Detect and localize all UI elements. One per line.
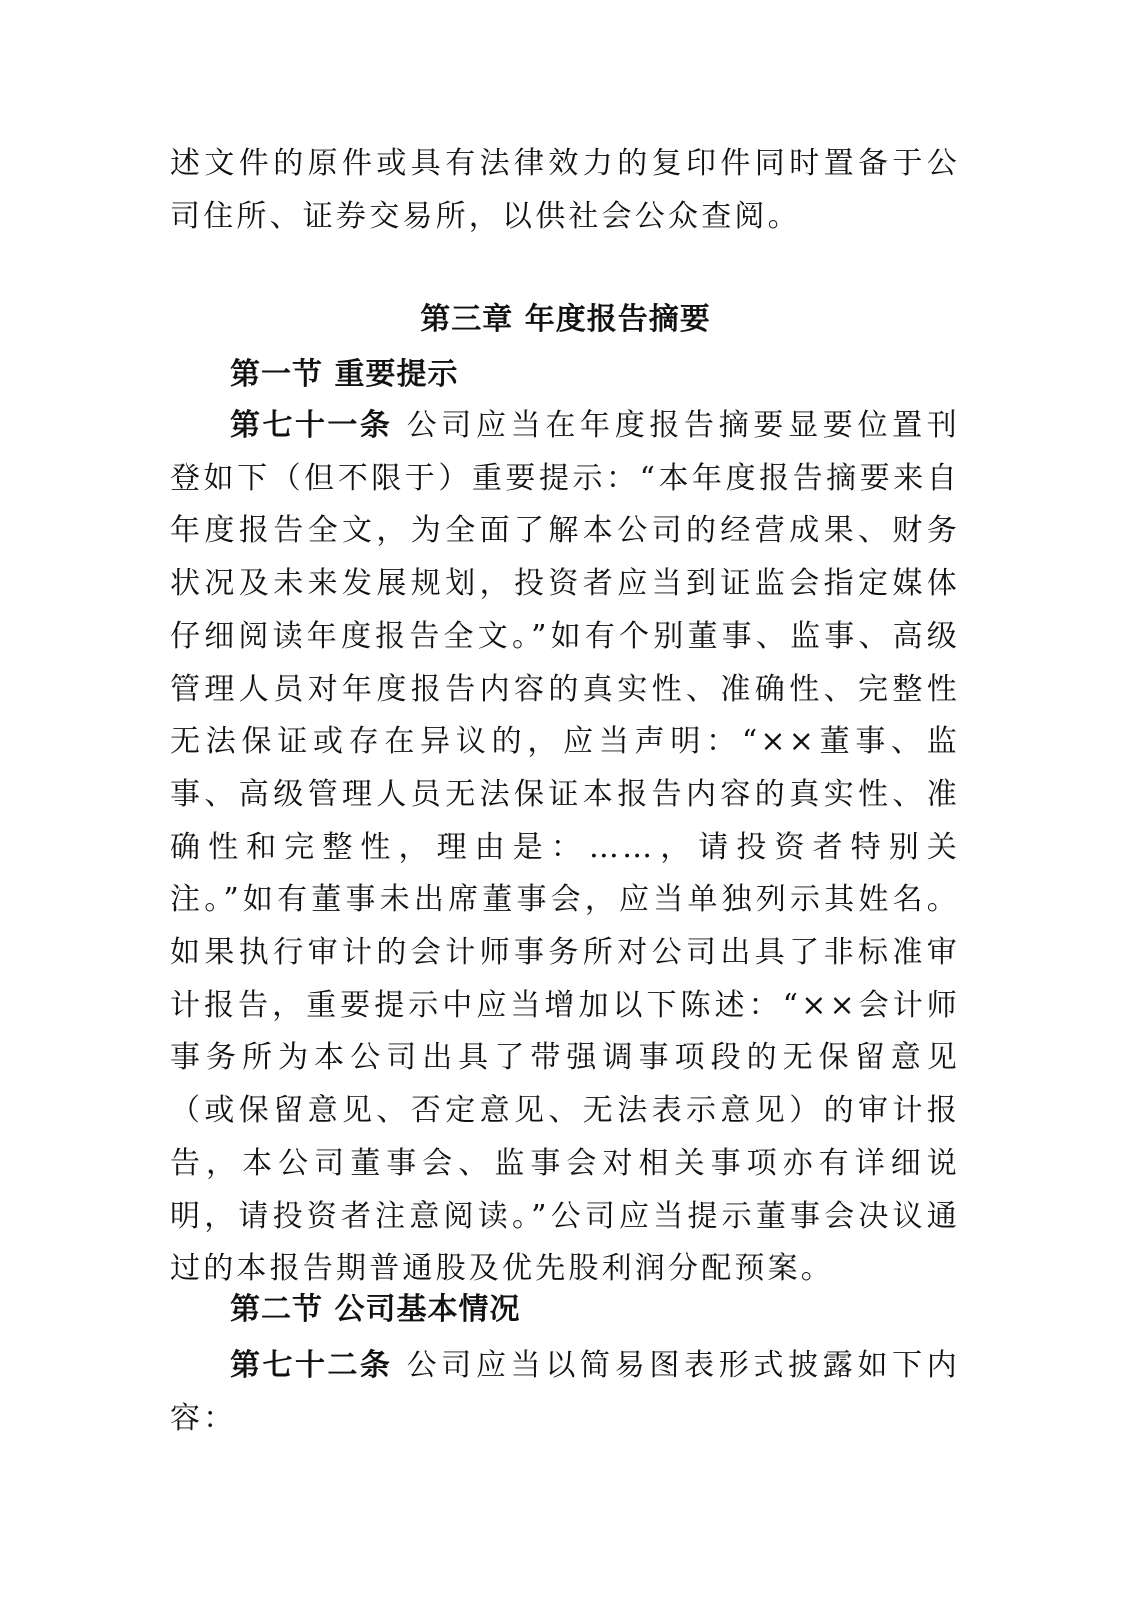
chapter-title: 第三章 年度报告摘要 [420, 302, 711, 337]
article-71-paragraph [170, 400, 960, 1296]
article-72-paragraph [170, 1340, 960, 1445]
article-71-label: 第七十一条 [230, 408, 393, 443]
article-71-text: 公司应当在年度报告摘要显要位置刊登如下（但不限于）重要提示：“本年度报告摘要来自年度报告全文，为全面了解本公司的经营成果、财务状况及未来发展规划，投资者应当到证监会指定媒体仔细阅读年度报告全文。”如有个别董事、监事、高级管理人员对年度报告内容的真实性、准确性、完整性无法保证或存在异议的，应当声明：“××董事、监事、高级管理人员无法保证本报告内容的真实性、准确性和完整性，理由是：……，请投资者特别关注。”如有董事未出席董事会，应当单独列示其姓名。如果执行审计的会计师事务所对公司出具了非标准审计报告，重要提示中应当增加以下陈述：“××会计师事务所为本公司出具了带强调事项段的无保留意见（或保留意见、否定意见、无法表示意见）的审计报告，本公司董事会、监事会对相关事项亦有详细说明，请投资者注意阅读。”公司应当提示董事会决议通过的本报告期普通股及优先股利润分配预案。 [170, 408, 961, 1287]
section-title-important-notice: 第一节 重要提示 [230, 357, 459, 392]
section-title-company-basics: 第二节 公司基本情况 [230, 1292, 521, 1327]
continuation-paragraph: 述文件的原件或具有法律效力的复印件同时置备于公司住所、证券交易所，以供社会公众查阅。 [170, 146, 960, 234]
article-72-label: 第七十二条 [230, 1348, 393, 1383]
article-72-text: 公司应当以简易图表形式披露如下内容： [170, 1348, 961, 1436]
